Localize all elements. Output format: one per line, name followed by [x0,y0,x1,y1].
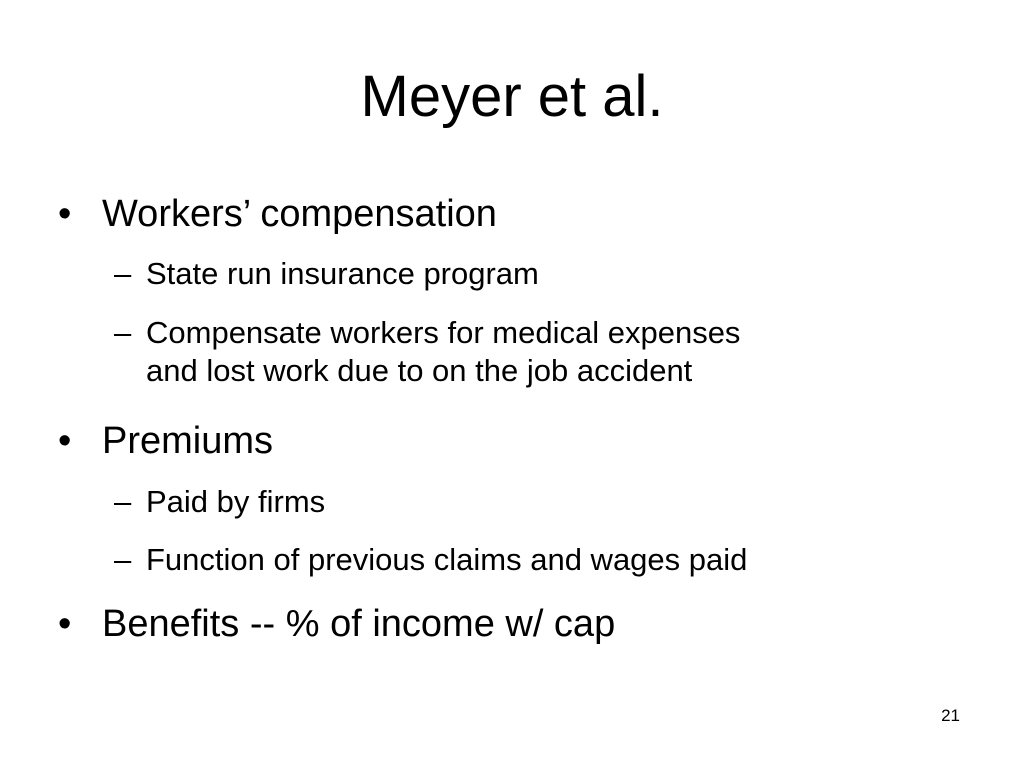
sub-bullet-item [114,255,539,293]
sub-bullet-text-line: and lost work due to on the job accident [146,353,693,388]
sub-bullet-text: State run insurance program [146,256,539,291]
sub-bullet-item [114,541,748,579]
sub-bullet-item [114,483,326,521]
bullet-item [58,602,616,646]
bullet-marker: • [58,603,72,645]
bullet-text: Benefits -- % of income w/ cap [102,603,616,645]
dash-marker: – [114,542,132,577]
sub-bullet-text-line: Compensate workers for medical expenses [146,315,741,350]
bullet-item [58,419,274,463]
dash-marker: – [114,256,132,291]
slide-title: Meyer et al. [360,64,664,129]
sub-bullet-item [114,314,741,390]
dash-marker: – [114,315,132,350]
sub-bullet-text: Function of previous claims and wages paid [146,542,748,577]
page-number: 21 [941,706,960,725]
bullet-marker: • [58,420,72,462]
bullet-text: Premiums [102,420,274,462]
bullet-item [58,192,497,236]
dash-marker: – [114,484,132,519]
bullet-marker: • [58,193,72,235]
sub-bullet-text: Paid by firms [146,484,326,519]
bullet-text: Workers’ compensation [102,193,497,235]
